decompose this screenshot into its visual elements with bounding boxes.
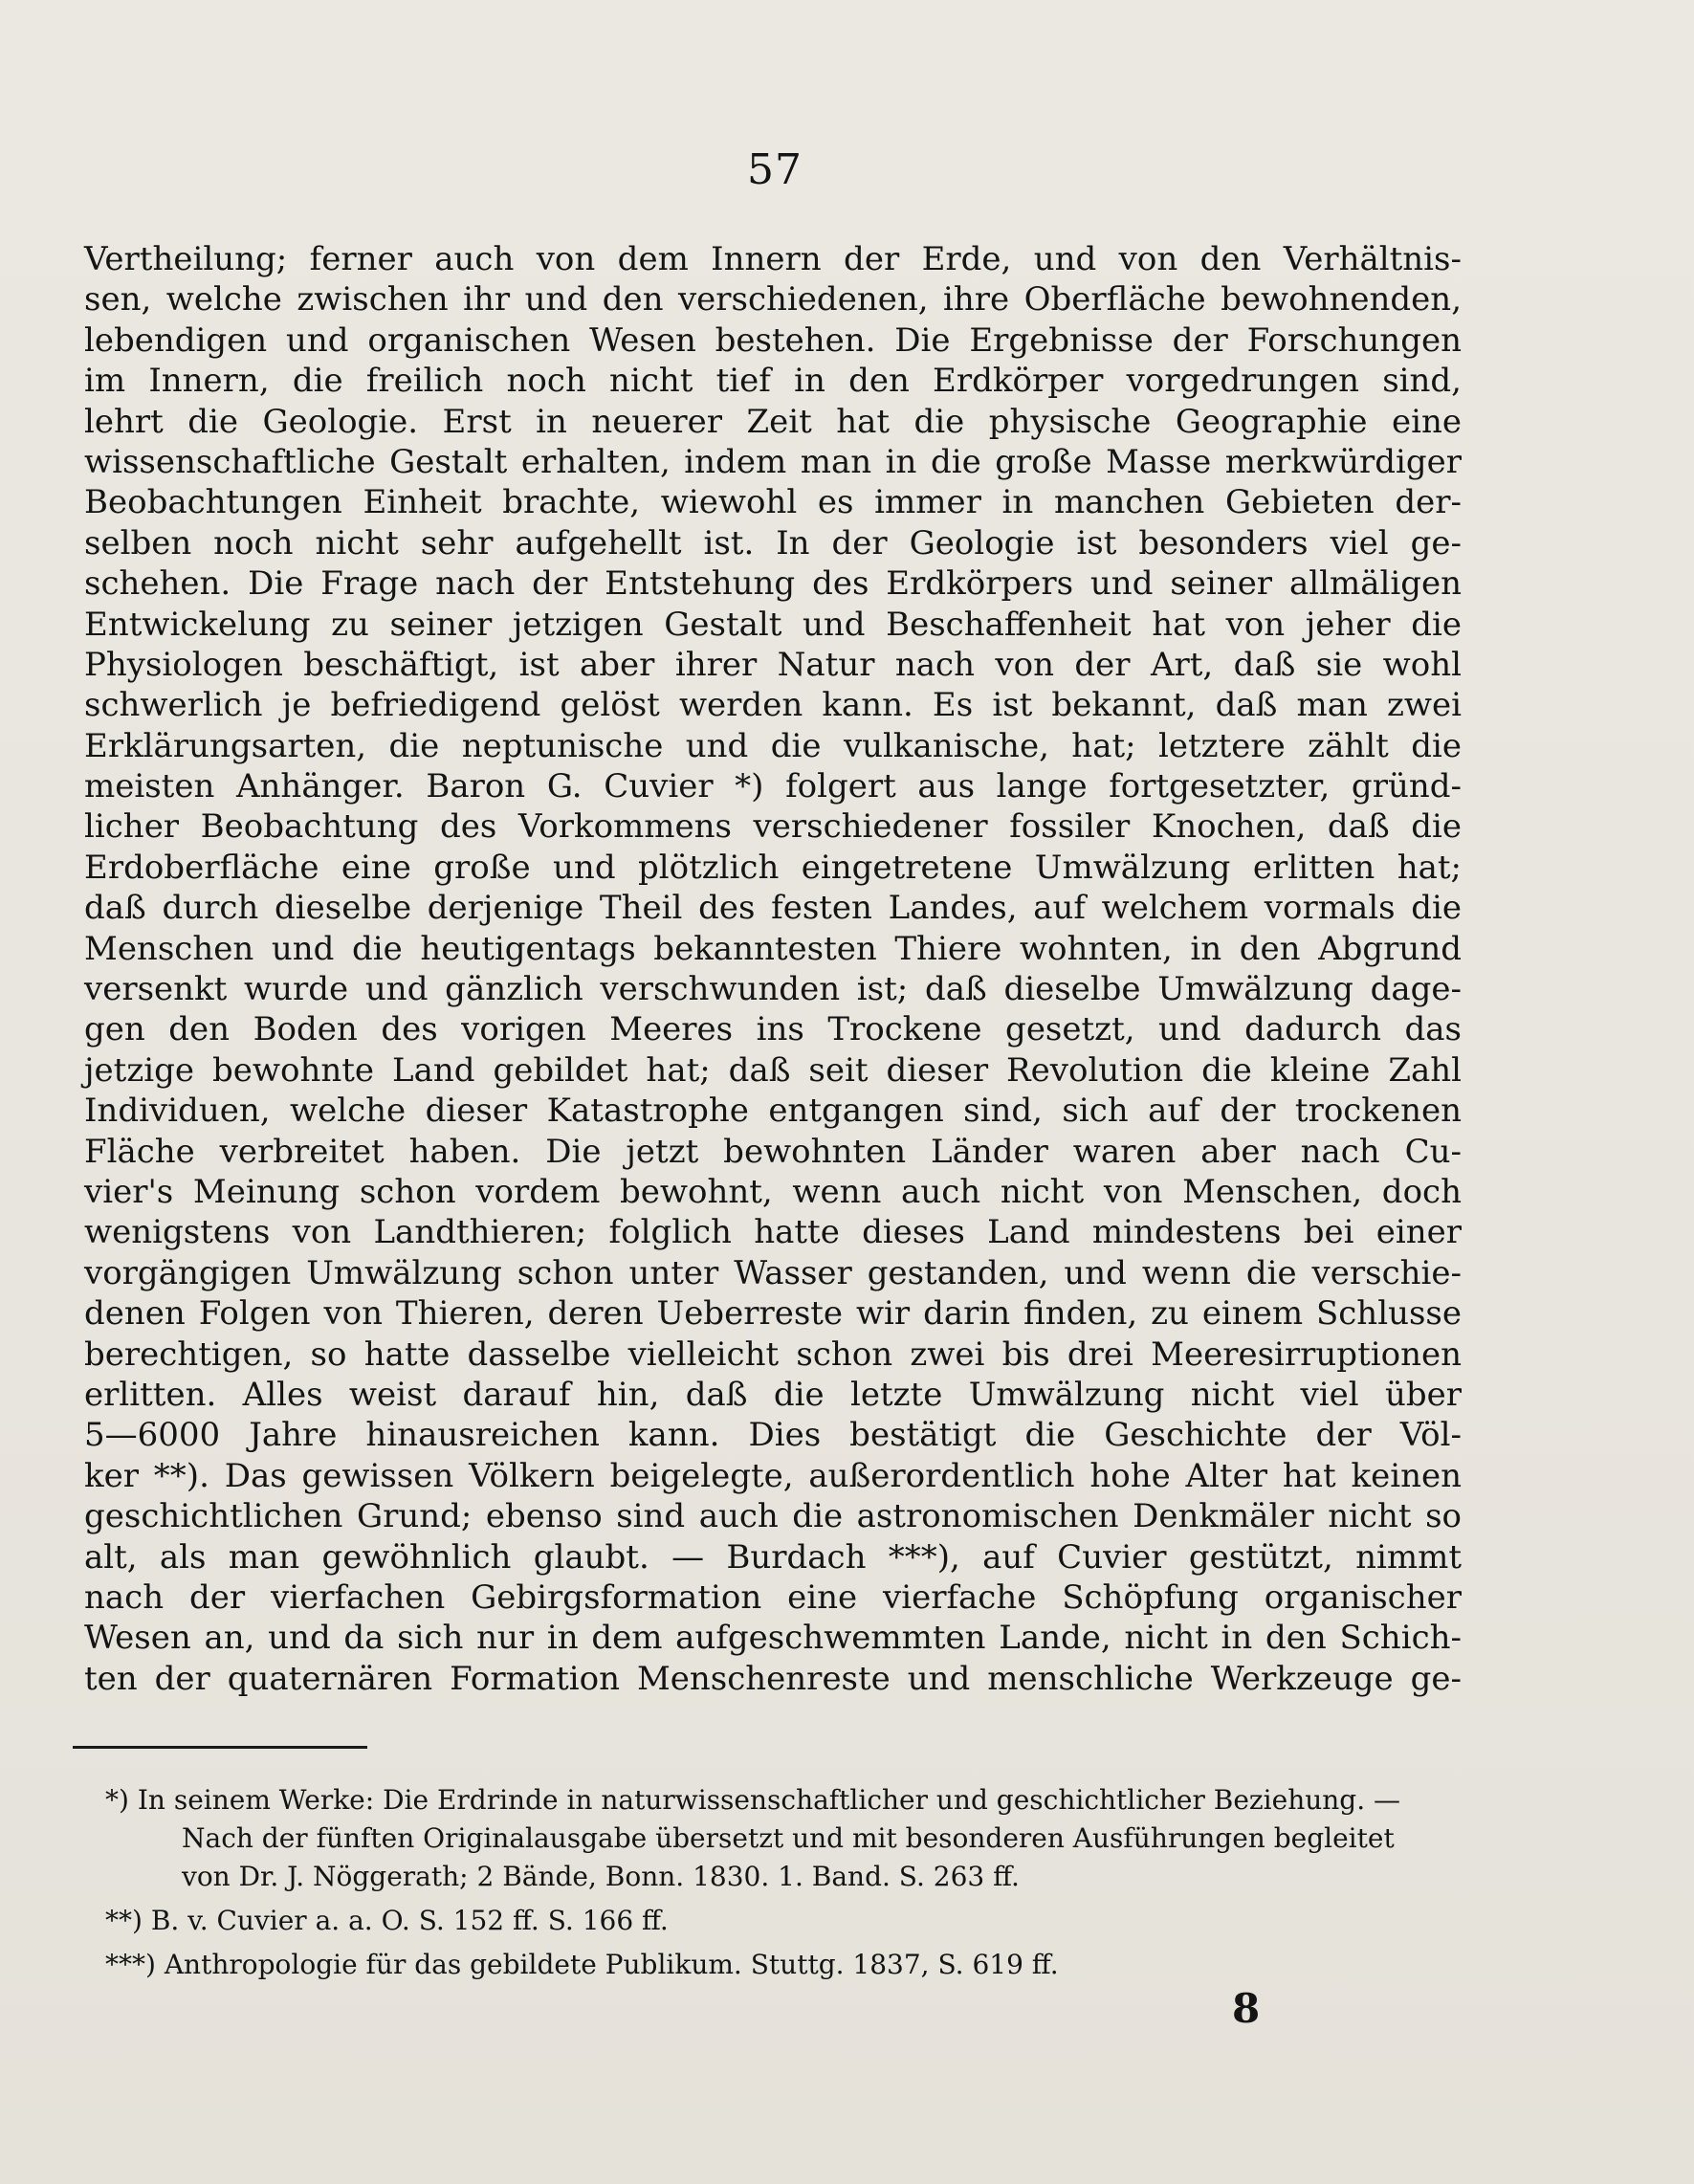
- text-line: licher Beobachtung des Vorkommens verschiedener fossiler Knochen, daß die: [84, 807, 1462, 847]
- text-line: daß durch dieselbe derjenige Theil des festen Landes, auf welchem vormals die: [84, 889, 1462, 928]
- text-line: Wesen an, und da sich nur in dem aufgeschwemmten Lande, nicht in den Schich-: [84, 1619, 1462, 1658]
- text-line: Vertheilung; ferner auch von dem Innern der Erde, und von den Verhältnis-: [84, 240, 1462, 278]
- text-line: ker **). Das gewissen Völkern beigelegte, außerordentlich hohe Alter hat keinen: [84, 1456, 1462, 1495]
- main-text-block: [84, 239, 1462, 1699]
- text-line: Beobachtungen Einheit brachte, wiewohl es immer in manchen Gebieten der-: [84, 483, 1462, 522]
- text-line: selben noch nicht sehr aufgehellt ist. In der Geologie ist besonders viel ge-: [84, 523, 1462, 563]
- footnotes: [105, 1781, 1463, 1984]
- text-line: Erdoberfläche eine große und plötzlich eingetretene Umwälzung erlitten hat;: [84, 848, 1462, 887]
- text-line: im Innern, die freilich noch nicht tief in den Erdkörper vorgedrungen sind,: [84, 362, 1462, 401]
- footnote-line: ***) Anthropologie für das gebildete Publikum. Stuttg. 1837, S. 619 ff.: [105, 1949, 1059, 1980]
- text-line: alt, als man gewöhnlich glaubt. — Burdach ***), auf Cuvier gestützt, nimmt: [84, 1537, 1462, 1577]
- text-line: wissenschaftliche Gestalt erhalten, indem man in die große Masse merkwürdiger: [84, 442, 1462, 481]
- text-line: Menschen und die heutigentags bekanntesten Thiere wohnten, in den Abgrund: [84, 929, 1462, 968]
- text-line: vorgängigen Umwälzung schon unter Wasser gestanden, und wenn die verschie-: [84, 1253, 1462, 1292]
- text-line: sen, welche zwischen ihr und den verschiedenen, ihre Oberfläche bewohnenden,: [84, 280, 1462, 320]
- footnote-line: von Dr. J. Nöggerath; 2 Bände, Bonn. 1830. 1. Band. S. 263 ff.: [182, 1861, 1020, 1892]
- text-line: wenigstens von Landthieren; folglich hatte dieses Land mindestens bei einer: [84, 1213, 1462, 1252]
- text-line: 5—6000 Jahre hinausreichen kann. Dies bestätigt die Geschichte der Völ-: [84, 1416, 1462, 1455]
- text-line: Individuen, welche dieser Katastrophe entgangen sind, sich auf der trockenen: [84, 1092, 1462, 1131]
- footnote-line: *) In seinem Werke: Die Erdrinde in naturwissenschaftlicher und geschichtlicher Beziehung. —: [105, 1784, 1401, 1816]
- text-line: nach der vierfachen Gebirgsformation eine vierfache Schöpfung organischer: [84, 1577, 1462, 1617]
- footnote-separator: [73, 1746, 367, 1749]
- signature-mark: 8: [1232, 1985, 1261, 2032]
- text-line: geschichtlichen Grund; ebenso sind auch die astronomischen Denkmäler nicht so: [84, 1497, 1462, 1536]
- text-line: berechtigen, so hatte dasselbe vielleicht schon zwei bis drei Meeresirruptionen: [84, 1335, 1462, 1374]
- text-line: schwerlich je befriedigend gelöst werden kann. Es ist bekannt, daß man zwei: [84, 686, 1462, 725]
- text-line: ten der quaternären Formation Menschenreste und menschliche Werkzeuge ge-: [84, 1659, 1462, 1698]
- text-line: versenkt wurde und gänzlich verschwunden ist; daß dieselbe Umwälzung dage-: [84, 970, 1462, 1009]
- footnote-1: [105, 1781, 1463, 1896]
- text-line: vier's Meinung schon vordem bewohnt, wenn auch nicht von Menschen, doch: [84, 1172, 1462, 1211]
- footnote-2: [105, 1902, 1463, 1940]
- text-line: erlitten. Alles weist darauf hin, daß die letzte Umwälzung nicht viel über: [84, 1375, 1462, 1414]
- footnote-line: **) B. v. Cuvier a. a. O. S. 152 ff. S. 166 ff.: [105, 1905, 669, 1936]
- footnote-3: [105, 1946, 1463, 1984]
- text-line: schehen. Die Frage nach der Entstehung des Erdkörpers und seiner allmäligen: [84, 564, 1462, 604]
- text-line: meisten Anhänger. Baron G. Cuvier *) folgert aus lange fortgesetzter, gründ-: [84, 767, 1462, 806]
- text-line: jetzige bewohnte Land gebildet hat; daß seit dieser Revolution die kleine Zahl: [84, 1050, 1462, 1090]
- text-line: Entwickelung zu seiner jetzigen Gestalt und Beschaffenheit hat von jeher die: [84, 605, 1462, 644]
- text-line: denen Folgen von Thieren, deren Ueberreste wir darin finden, zu einem Schlusse: [84, 1294, 1462, 1334]
- page-number: 57: [747, 145, 803, 194]
- text-line: lehrt die Geologie. Erst in neuerer Zeit hat die physische Geographie eine: [84, 402, 1462, 441]
- text-line: lebendigen und organischen Wesen bestehen. Die Ergebnisse der Forschungen: [84, 320, 1462, 360]
- text-line: Physiologen beschäftigt, ist aber ihrer Natur nach von der Art, daß sie wohl: [84, 645, 1462, 684]
- text-line: Fläche verbreitet haben. Die jetzt bewohnten Länder waren aber nach Cu-: [84, 1132, 1462, 1171]
- footnote-line: Nach der fünften Originalausgabe übersetzt und mit besonderen Ausführungen begleitet: [182, 1822, 1395, 1854]
- text-line: Erklärungsarten, die neptunische und die vulkanische, hat; letztere zählt die: [84, 726, 1462, 765]
- text-line: gen den Boden des vorigen Meeres ins Trockene gesetzt, und dadurch das: [84, 1010, 1462, 1049]
